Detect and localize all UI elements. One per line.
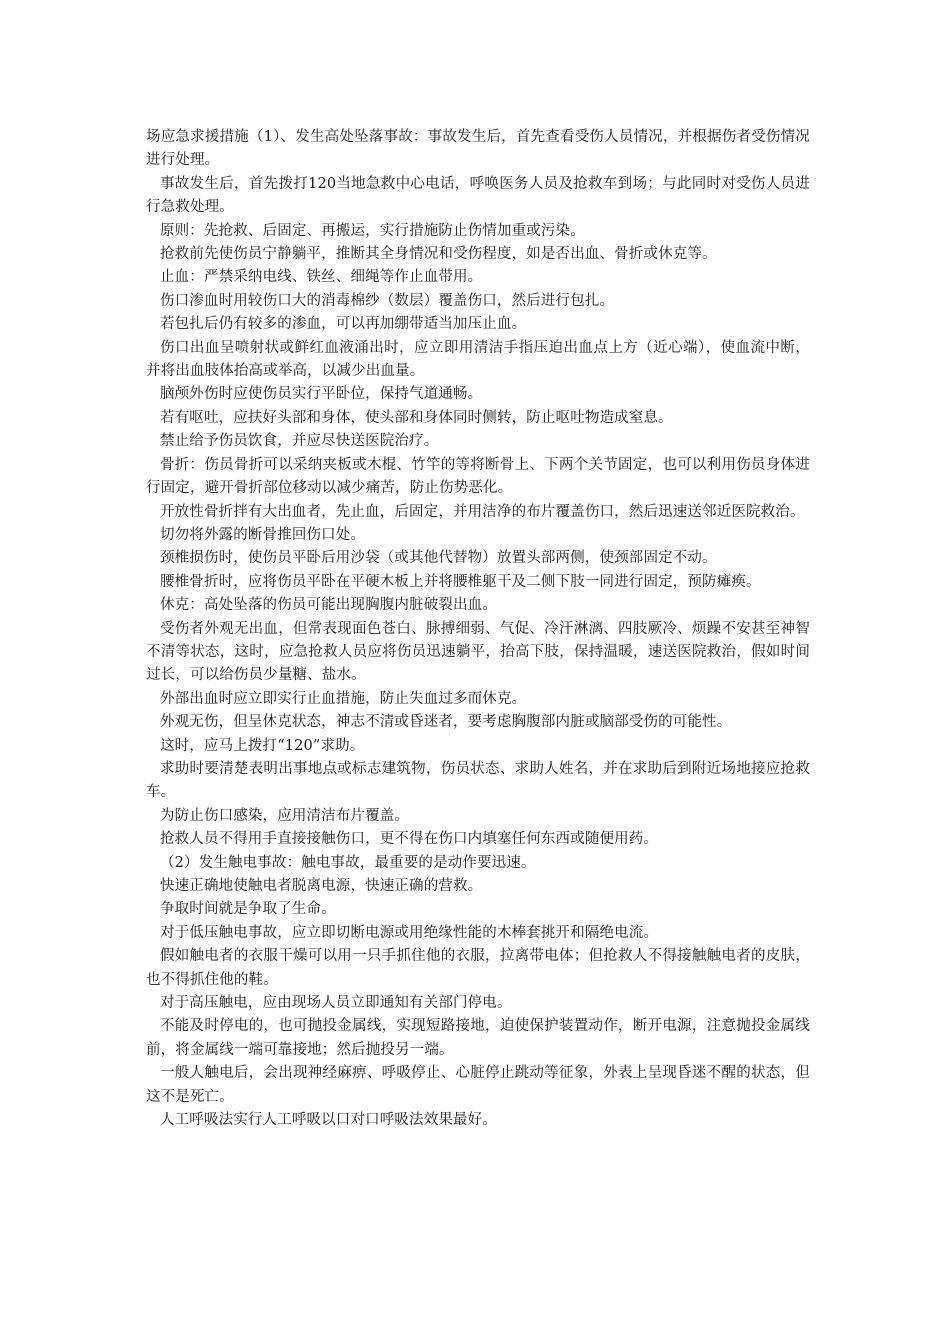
paragraph-11: 禁止给予伤员饮食，并应尽快送医院治疗。 bbox=[160, 433, 439, 450]
paragraph-18: 受伤者外观无出血，但常表现面色苍白、脉搏细弱、气促、冷汗淋漓、四肢厥冷、烦躁不安甚至神智不清等状态，这时，应急抢救人员应将伤员迅速躺平，抬高下肢，保持温暖，速送医院救治，假如时间过长，可以给伤员少量糖、盐水。 bbox=[146, 620, 810, 684]
paragraph-28: 对于低压触电事故，应立即切断电源或用绝缘性能的木棒套挑开和隔绝电流。 bbox=[160, 924, 659, 941]
paragraph-32: 一般人触电后，会出现神经麻痹、呼吸停止、心脏停止跳动等征象，外表上呈现昏迷不醒的状态，但这不是死亡。 bbox=[146, 1065, 810, 1105]
paragraph-25: （2）发生触电事故：触电事故，最重要的是动作要迅速。 bbox=[160, 854, 536, 871]
paragraph-33: 人工呼吸法实行人工呼吸以口对口呼吸法效果最好。 bbox=[160, 1112, 497, 1129]
paragraph-26: 快速正确地使触电者脱离电源，快速正确的营救。 bbox=[160, 878, 483, 894]
paragraph-29: 假如触电者的衣服干燥可以用一只手抓住他的衣服，拉离带电体；但抢救人不得接触触电者的皮肤，也不得抓住他的鞋。 bbox=[146, 948, 810, 988]
paragraph-19: 外部出血时应立即实行止血措施，防止失血过多而休克。 bbox=[160, 690, 527, 707]
paragraph-3: 原则：先抢救、后固定、再搬运，实行措施防止伤情加重或污染。 bbox=[160, 222, 585, 239]
paragraph-6: 伤口渗血时用较伤口大的消毒棉纱（数层）覆盖伤口，然后进行包扎。 bbox=[160, 292, 615, 309]
paragraph-27: 争取时间就是争取了生命。 bbox=[160, 901, 336, 918]
paragraph-8: 伤口出血呈喷射状或鲜红血液涌出时，应立即用清洁手指压迫出血点上方（近心端），使血流中断，并将出血肢体抬高或举高，以减少出血量。 bbox=[146, 339, 810, 380]
paragraph-14: 切勿将外露的断骨推回伤口处。 bbox=[160, 526, 366, 543]
paragraph-13: 开放性骨折拌有大出血者，先止血，后固定，并用洁净的布片覆盖伤口，然后迅速送邻近医院救治。 bbox=[160, 503, 805, 520]
paragraph-17: 休克：高处坠落的伤员可能出现胸腹内脏破裂出血。 bbox=[160, 597, 497, 614]
paragraph-2: 事故发生后，首先拨打120当地急救中心电话，呼唤医务人员及抢救车到场；与此同时对受伤人员进行急救处理。 bbox=[146, 175, 810, 216]
paragraph-7: 若包扎后仍有较多的渗血，可以再加绷带适当加压止血。 bbox=[160, 316, 527, 333]
paragraph-24: 抢救人员不得用手直接接触伤口，更不得在伤口内填塞任何东西或随便用药。 bbox=[160, 831, 659, 848]
paragraph-5: 止血：严禁采纳电线、铁丝、细绳等作止血带用。 bbox=[160, 269, 483, 286]
document-body bbox=[146, 126, 810, 1132]
paragraph-12: 骨折：伤员骨折可以采纳夹板或木棍、竹竿的等将断骨上、下两个关节固定，也可以利用伤员身体进行固定，避开骨折部位移动以减少痛苦，防止伤势恶化。 bbox=[146, 456, 810, 497]
paragraph-4: 抢救前先使伤员宁静躺平，推断其全身情况和受伤程度，如是否出血、骨折或休克等。 bbox=[160, 246, 717, 263]
paragraph-31: 不能及时停电的，也可抛投金属线，实现短路接地，迫使保护装置动作，断开电源，注意抛投金属线前，将金属线一端可靠接地；然后抛投另一端。 bbox=[146, 1018, 810, 1058]
paragraph-9: 脑颅外伤时应使伤员实行平卧位，保持气道通畅。 bbox=[160, 386, 483, 403]
paragraph-20: 外观无伤，但呈休克状态，神志不清或昏迷者，要考虑胸腹部内脏或脑部受伤的可能性。 bbox=[160, 714, 732, 731]
paragraph-1: 场应急求援措施（1）、发生高处坠落事故：事故发生后，首先查看受伤人员情况，并根据伤者受伤情况进行处理。 bbox=[146, 129, 810, 169]
paragraph-23: 为防止伤口感染，应用清洁布片覆盖。 bbox=[160, 807, 410, 824]
paragraph-30: 对于高压触电，应由现场人员立即通知有关部门停电。 bbox=[160, 995, 512, 1012]
paragraph-21: 这时，应马上拨打“120”求助。 bbox=[160, 737, 365, 754]
paragraph-16: 腰椎骨折时，应将伤员平卧在平硬木板上并将腰椎躯干及二侧下肢一同进行固定，预防瘫痪。 bbox=[160, 573, 761, 590]
paragraph-15: 颈椎损伤时，使伤员平卧后用沙袋（或其他代替物）放置头部两侧，使颈部固定不动。 bbox=[160, 550, 717, 567]
paragraph-10: 若有呕吐，应扶好头部和身体，使头部和身体同时侧转，防止呕吐物造成窒息。 bbox=[160, 409, 673, 426]
paragraph-22: 求助时要清楚表明出事地点或标志建筑物，伤员状态、求助人姓名，并在求助后到附近场地接应抢救车。 bbox=[146, 760, 810, 801]
